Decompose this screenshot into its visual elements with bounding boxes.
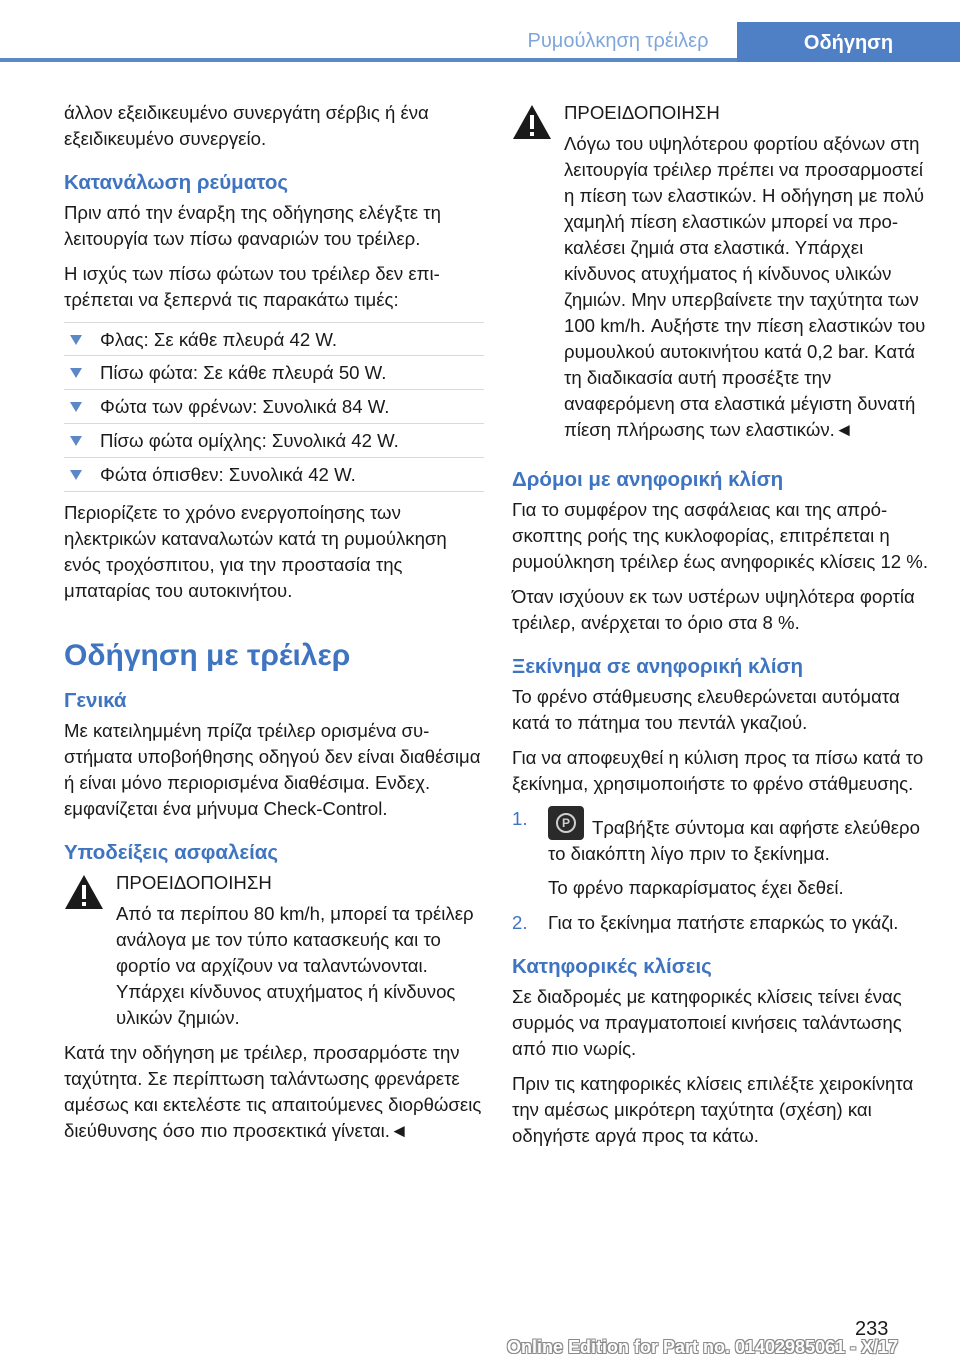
start-paragraph-2: Για να αποφευχθεί η κύλιση προς τα πίσω κατά το ξεκίνημα, χρησιμοποιήστε το φρένο στάθμευσης.: [512, 747, 924, 794]
bullet-triangle-icon: [70, 436, 82, 446]
step-text: Για το ξεκίνημα πατήστε επαρκώς το γκάζι.: [548, 912, 899, 933]
bullet-triangle-icon: [70, 402, 82, 412]
parking-brake-switch-icon: [548, 806, 584, 840]
step-number: 2.: [512, 912, 528, 933]
parking-brake-symbol: P: [556, 813, 576, 833]
warning-block-right: [512, 100, 928, 443]
start-steps: [512, 806, 928, 936]
chapter-heading: Οδήγηση με τρέιλερ: [64, 639, 351, 672]
warning-triangle-icon: [64, 874, 104, 910]
list-item: [64, 390, 484, 424]
right-column: [512, 100, 928, 1158]
start-paragraph-1: Το φρένο στάθμευσης ελευθερώνεται αυτόματα κατά το πάτημα του πεντάλ γκαζιού.: [512, 686, 900, 733]
consumption-paragraph-3: Περιορίζετε το χρόνο ενεργοποίησης των ηλεκτρικών καταναλωτών κατά τη ρυμούλκηση ενός τροχόσπιτου, για την προστασία της μπαταρίας του αυτοκινήτου.: [64, 502, 447, 601]
incline-paragraph-1: Για το συμφέρον της ασφάλειας και της απρόσκοπτης ροής της κυκλοφορίας, επιτρέπεται η ρυμούλκηση τρέιλερ έως ανηφορικές κλίσεις 12 %.: [512, 499, 928, 572]
warning-text-2: Κατά την οδήγηση με τρέιλερ, προσαρμόστε την ταχύτητα. Σε περίπτωση ταλάντωσης φρενάρετε αμέσως και εκτελέστε τις απαιτούμενες διορθώσεις διεύθυνσης όσο πιο προσεκτικά γίνεται.◄: [64, 1042, 482, 1141]
list-item: [64, 356, 484, 390]
step-number: 1.: [512, 808, 528, 829]
general-heading: Γενικά: [64, 689, 127, 712]
step-item: [512, 806, 928, 901]
safety-heading: Υποδείξεις ασφαλείας: [64, 841, 279, 864]
incline-paragraph-2: Όταν ισχύουν εκ των υστέρων υψηλότερα φορτία τρέιλερ, ανέρχεται το όριο στα 8 %.: [512, 586, 915, 633]
consumption-heading: Κατανάλωση ρεύματος: [64, 171, 289, 194]
warning-label: ΠΡΟΕΙΔΟΠΟΙΗΣΗ: [116, 872, 272, 893]
list-item: [64, 458, 484, 492]
header-section-tab: Ρυμούλκηση τρέιλερ: [527, 30, 709, 52]
list-item: [64, 322, 484, 356]
warning-label: ΠΡΟΕΙΔΟΠΟΙΗΣΗ: [564, 102, 720, 123]
downhill-paragraph-2: Πριν τις κατηφορικές κλίσεις επιλέξτε χειροκίνητα την αμέσως μικρότερη ταχύτητα (σχέση) και οδηγήστε αργά προς τα κάτω.: [512, 1073, 914, 1146]
warning-block-left: [64, 870, 484, 1144]
general-paragraph: Με κατειλημμένη πρίζα τρέιλερ ορισμένα συστήματα υποβοήθησης οδηγού δεν είναι διαθέσιμα ή είναι μόνο περιορισμένα διαθέσιμα. Ενδεχ. εμφανίζεται ένα μήνυμα Check-Control.: [64, 720, 481, 819]
light-power-list: [64, 322, 484, 492]
step-text: Τραβήξτε σύντομα και αφήστε ελεύθερο το διακόπτη λίγο πριν το ξεκίνημα.: [548, 817, 920, 864]
footer-edition-watermark: Online Edition for Part no. 01402985061 - X/17: [507, 1337, 899, 1357]
warning-text-1: Από τα περίπου 80 km/h, μπορεί τα τρέιλερ ανάλογα με τον τύπο κατασκευής και το φορτίο να αρχίζουν να ταλαντώνονται. Υπάρχει κίνδυνος ατυχήματος ή κίνδυνος υλικών ζημιών.: [116, 903, 474, 1028]
bullet-triangle-icon: [70, 368, 82, 378]
warning-triangle-icon: [512, 104, 552, 140]
consumption-paragraph-2: Η ισχύς των πίσω φώτων του τρέιλερ δεν επιτρέπεται να ξεπερνά τις παρακάτω τιμές:: [64, 263, 440, 310]
header-rule: [0, 58, 737, 62]
step-item: [512, 910, 928, 936]
header-current-tab: Οδήγηση: [737, 22, 960, 62]
warning-text-1: Λόγω του υψηλότερου φορτίου αξόνων στη λειτουργία τρέιλερ πρέπει να προσαρμοστεί η πίεση των ελαστικών. Η οδήγηση με πολύ χαμηλή πίεση ελαστικών μπορεί να προκαλέσει ζημιά στα ελαστικά. Υπάρχει κίνδυνος ατυχήματος ή κίνδυνος υλικών ζημιών. Μην υπερβαίνετε την ταχύτητα των 100 km/h. Αυξήστε την πίεση ελαστικών του ρυμουλκού αυτοκινήτου κατά 0,2 bar. Κατά τη διαδικασία αυτή προσέξτε την αναφερόμενη στα ελαστικά μέγιστη δυνατή πίεση πλήρωσης των ελαστικών.◄: [564, 133, 926, 440]
downhill-heading: Κατηφορικές κλίσεις: [512, 955, 712, 978]
incline-heading: Δρόμοι με ανηφορική κλίση: [512, 468, 784, 491]
step-result: Το φρένο παρκαρίσματος έχει δεθεί.: [548, 877, 844, 898]
page-header: [0, 22, 960, 62]
bullet-triangle-icon: [70, 470, 82, 480]
downhill-paragraph-1: Σε διαδρομές με κατηφορικές κλίσεις τείνει ένας συρμός να πραγματοποιεί κινήσεις ταλάντωσης από πιο νωρίς.: [512, 986, 902, 1059]
list-item-text: Φλας: Σε κάθε πλευρά 42 W.: [100, 329, 338, 350]
list-item-text: Πίσω φώτα ομίχλης: Συνολικά 42 W.: [100, 430, 399, 451]
consumption-paragraph-1: Πριν από την έναρξη της οδήγησης ελέγξτε τη λειτουργία των πίσω φαναριών του τρέιλερ.: [64, 202, 441, 249]
list-item: [64, 424, 484, 458]
bullet-triangle-icon: [70, 335, 82, 345]
page-number: 233: [855, 1318, 889, 1340]
intro-paragraph: άλλον εξειδικευμένο συνεργάτη σέρβις ή ένα εξειδικευμένο συνεργείο.: [64, 102, 429, 149]
list-item-text: Πίσω φώτα: Σε κάθε πλευρά 50 W.: [100, 362, 387, 383]
start-incline-heading: Ξεκίνημα σε ανηφορική κλίση: [512, 655, 804, 678]
list-item-text: Φώτα των φρένων: Συνολικά 84 W.: [100, 396, 390, 417]
list-item-text: Φώτα όπισθεν: Συνολικά 42 W.: [100, 464, 356, 485]
left-column: [64, 100, 484, 1153]
